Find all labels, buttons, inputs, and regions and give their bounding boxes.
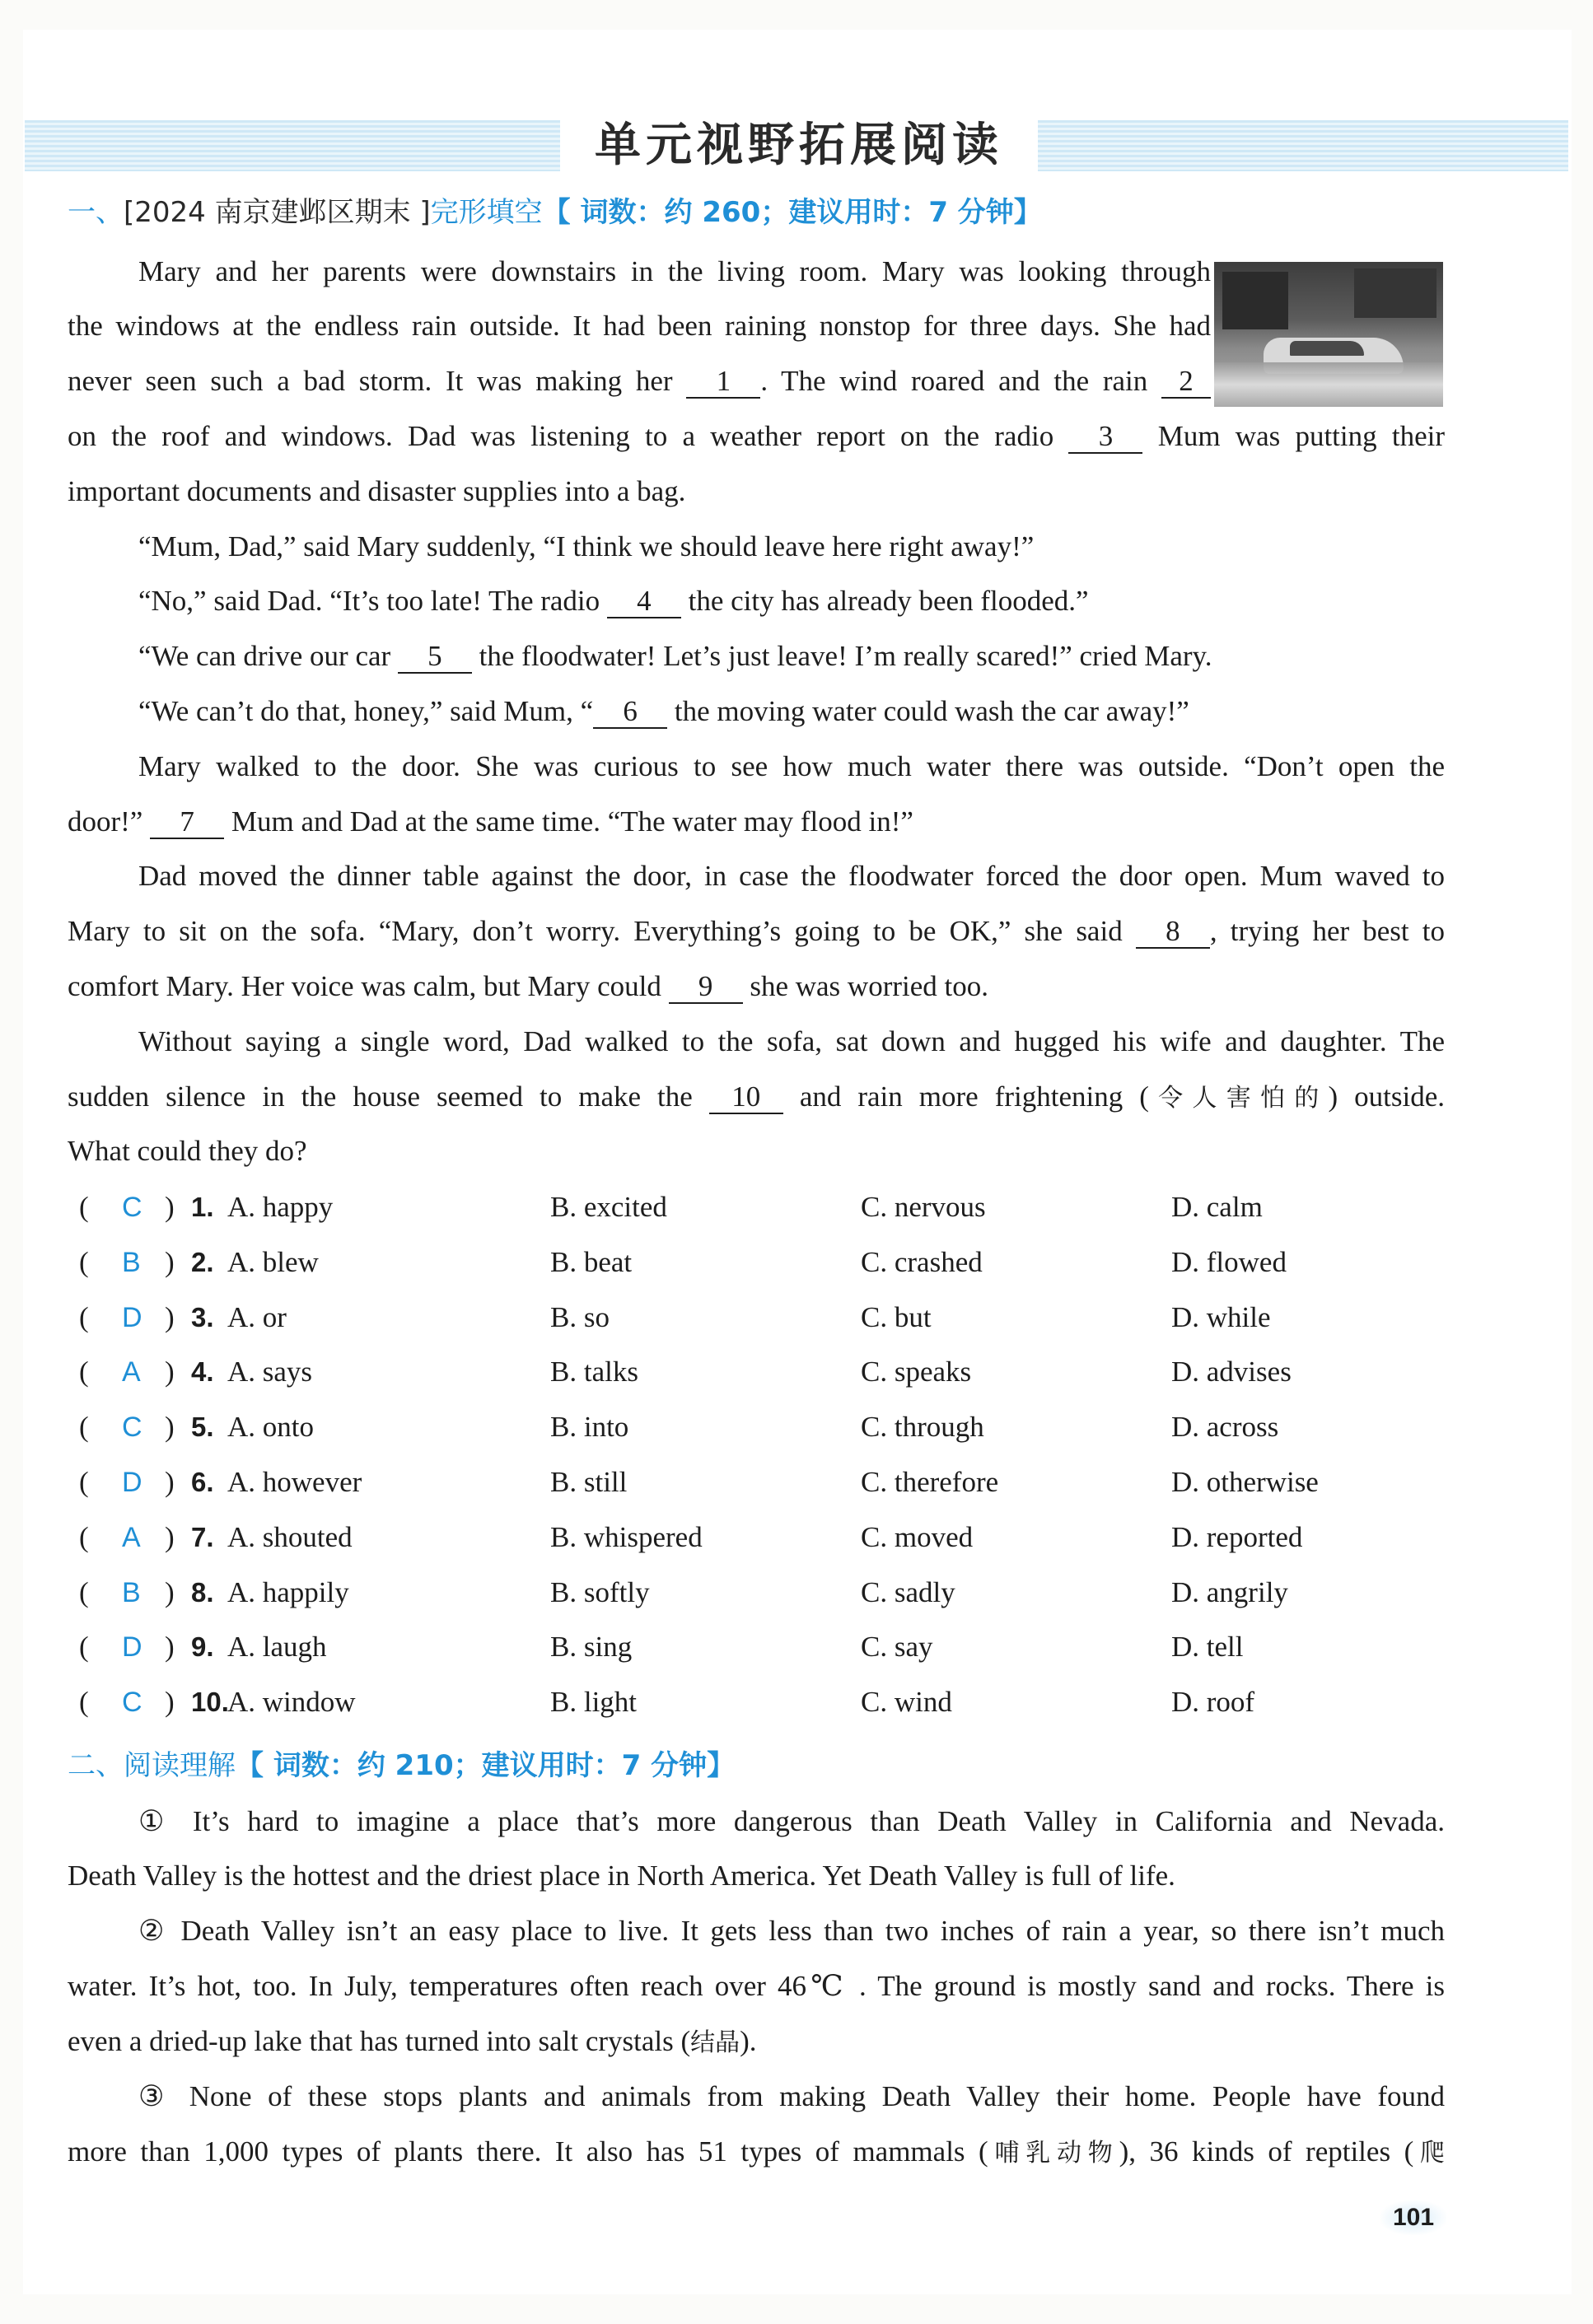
paren-close: ): [165, 1411, 175, 1444]
question-number: 3.: [191, 1301, 214, 1332]
text: she was worried too.: [750, 970, 988, 1002]
option-b: B. whispered: [550, 1520, 703, 1553]
option-d: D. across: [1171, 1411, 1279, 1444]
option-a: A. happily: [227, 1575, 349, 1608]
option-a: A. says: [227, 1356, 313, 1388]
option-c: C. say: [861, 1631, 933, 1664]
chinese-gloss: 令人害怕的: [1148, 1084, 1329, 1113]
text: the city has already been flooded.”: [688, 585, 1089, 617]
question-number: 2.: [191, 1246, 214, 1277]
option-a: A. however: [227, 1466, 362, 1498]
paren-close: ): [165, 1466, 175, 1498]
paren-open: (: [79, 1686, 89, 1719]
option-a: A. happy: [227, 1191, 334, 1223]
text: ).: [740, 2025, 757, 2057]
blank-5: 5: [398, 641, 472, 674]
passage-line: important documents and disaster supplies into a bag.: [68, 475, 686, 507]
paren-open: (: [79, 1300, 89, 1333]
answer-letter: D: [122, 1467, 142, 1498]
section-2-type: 二、阅读理解: [68, 1749, 236, 1782]
section-1-number: 一、: [68, 196, 124, 229]
passage-line: [68, 418, 1445, 455]
passage-line: Mary walked to the door. She was curious to see how much water there was outside. “Don’t open the: [138, 750, 1445, 782]
paren-open: (: [79, 1520, 89, 1553]
text: even a dried-up lake that has turned into salt crystals (: [68, 2025, 691, 2057]
passage-line: Mary and her parents were downstairs in the living room. Mary was looking through: [138, 255, 1211, 287]
text: Mary to sit on the sofa. “Mary, don’t worry. Everything’s going to be OK,” she said: [68, 915, 1123, 947]
paren-close: ): [165, 1245, 175, 1278]
blank-1: 1: [686, 366, 760, 399]
option-c: C. nervous: [861, 1191, 986, 1223]
option-b: B. so: [550, 1300, 610, 1333]
chinese-gloss: 结晶: [690, 2028, 740, 2057]
option-b: B. softly: [550, 1575, 650, 1608]
passage-line: [138, 693, 1445, 730]
option-a: A. window: [227, 1686, 356, 1719]
question-number: 1.: [191, 1192, 214, 1222]
passage-line: [68, 1079, 1445, 1117]
photo-floodwater: [1214, 362, 1443, 407]
answer-letter: A: [122, 1356, 141, 1388]
answer-letter: B: [122, 1246, 141, 1278]
option-d: D. advises: [1171, 1356, 1292, 1388]
option-b: B. beat: [550, 1245, 633, 1278]
section-1-meta: 【 词数：约 260；建议用时：7 分钟】: [542, 196, 1042, 229]
text: comfort Mary. Her voice was calm, but Mary could: [68, 970, 661, 1002]
option-a: A. or: [227, 1300, 287, 1333]
question-number: 8.: [191, 1576, 214, 1608]
option-b: B. excited: [550, 1191, 667, 1223]
passage-line: [138, 638, 1445, 674]
blank-10: 10: [709, 1081, 783, 1114]
passage-line: Death Valley is the hottest and the driest place in North America. Yet Death Valley is full of life.: [68, 1860, 1175, 1892]
passage-line: [68, 804, 1445, 840]
paren-open: (: [79, 1575, 89, 1608]
page-title: 单元视野拓展阅读: [560, 114, 1038, 178]
passage-line: [68, 2134, 1445, 2172]
question-number: 4.: [191, 1356, 214, 1388]
text: the moving water could wash the car away!”: [674, 695, 1189, 727]
paren-close: ): [165, 1300, 175, 1333]
passage-line: ① It’s hard to imagine a place that’s more dangerous than Death Valley in California and Nevada.: [138, 1805, 1445, 1837]
paren-open: (: [79, 1191, 89, 1223]
option-c: C. through: [861, 1411, 984, 1444]
answer-letter: B: [122, 1576, 141, 1608]
option-a: A. laugh: [227, 1631, 327, 1664]
section-1-source: [2024 南京建邺区期末 ]: [124, 196, 431, 229]
passage-line: Without saying a single word, Dad walked to the sofa, sat down and hugged his wife and daughter. The: [138, 1025, 1445, 1057]
blank-7: 7: [150, 806, 224, 839]
option-b: B. light: [550, 1686, 638, 1719]
passage-line: [68, 913, 1445, 950]
paren-close: ): [165, 1686, 175, 1719]
text: more than 1,000 types of plants there. It also has 51 types of mammals (: [68, 2135, 988, 2168]
section-2-heading: [68, 1748, 735, 1784]
text: the floodwater! Let’s just leave! I’m really scared!” cried Mary.: [479, 640, 1212, 672]
text: , trying her best to: [1209, 915, 1446, 947]
chinese-gloss: 爬: [1413, 2139, 1446, 2168]
text: and rain more frightening (: [799, 1080, 1149, 1113]
passage-line: ② Death Valley isn’t an easy place to live. It gets less than two inches of rain a year, so there isn’t much: [138, 1915, 1445, 1947]
option-d: D. otherwise: [1171, 1466, 1319, 1498]
question-number: 7.: [191, 1521, 214, 1552]
photo-building: [1222, 272, 1288, 329]
paren-close: ): [165, 1356, 175, 1388]
paren-open: (: [79, 1411, 89, 1444]
option-c: C. therefore: [861, 1466, 999, 1498]
flooded-car-photo: [1214, 262, 1443, 407]
passage-line: [68, 2023, 1445, 2061]
text: sudden silence in the house seemed to make the: [68, 1080, 693, 1113]
option-a: A. onto: [227, 1411, 314, 1444]
text: never seen such a bad storm. It was making her: [68, 365, 673, 397]
question-number: 5.: [191, 1412, 214, 1443]
text: door!”: [68, 805, 143, 838]
option-c: C. speaks: [861, 1356, 972, 1388]
passage-line: Dad moved the dinner table against the door, in case the floodwater forced the door open. Mum waved to: [138, 860, 1445, 892]
blank-2: 2: [1161, 366, 1211, 399]
paren-open: (: [79, 1356, 89, 1388]
paren-close: ): [165, 1191, 175, 1223]
option-c: C. but: [861, 1300, 932, 1333]
section-1-type: 完形填空: [430, 196, 543, 229]
text: ) outside.: [1328, 1080, 1446, 1113]
page-number: 101: [1380, 2200, 1446, 2235]
passage-line: ③ None of these stops plants and animals from making Death Valley their home. People have found: [138, 2080, 1445, 2112]
photo-car-window: [1290, 341, 1364, 356]
option-a: A. blew: [227, 1245, 319, 1278]
option-d: D. tell: [1171, 1631, 1244, 1664]
answer-letter: C: [122, 1192, 142, 1223]
paren-close: ): [165, 1520, 175, 1553]
section-1-heading: [68, 194, 1042, 231]
option-b: B. talks: [550, 1356, 638, 1388]
answer-letter: A: [122, 1521, 141, 1553]
blank-4: 4: [607, 586, 681, 618]
option-d: D. flowed: [1171, 1245, 1287, 1278]
option-d: D. reported: [1171, 1520, 1303, 1553]
option-d: D. while: [1171, 1300, 1271, 1333]
blank-9: 9: [669, 971, 743, 1004]
text: “We can drive our car: [138, 640, 391, 672]
blank-8: 8: [1136, 916, 1210, 949]
passage-line: the windows at the endless rain outside. It had been raining nonstop for three days. She had: [68, 310, 1211, 342]
text: “No,” said Dad. “It’s too late! The radio: [138, 585, 600, 617]
answer-letter: C: [122, 1687, 142, 1719]
text: . The wind roared and the rain: [760, 365, 1148, 397]
option-d: D. angrily: [1171, 1575, 1288, 1608]
paren-open: (: [79, 1245, 89, 1278]
option-b: B. sing: [550, 1631, 633, 1664]
passage-line: “Mum, Dad,” said Mary suddenly, “I think we should leave here right away!”: [138, 530, 1035, 562]
option-c: C. moved: [861, 1520, 974, 1553]
passage-line: What could they do?: [68, 1135, 307, 1167]
paren-open: (: [79, 1466, 89, 1498]
option-b: B. still: [550, 1466, 628, 1498]
section-2-meta: 【 词数：约 210；建议用时：7 分钟】: [236, 1749, 736, 1782]
text: on the roof and windows. Dad was listening to a weather report on the radio: [68, 420, 1054, 452]
paren-close: ): [165, 1575, 175, 1608]
option-d: D. roof: [1171, 1686, 1255, 1719]
text: Mum and Dad at the same time. “The water may flood in!”: [231, 805, 913, 838]
question-number: 9.: [191, 1631, 214, 1663]
passage-line: [68, 363, 1211, 399]
text: Mum was putting their: [1157, 420, 1446, 452]
paren-close: ): [165, 1631, 175, 1664]
answer-letter: D: [122, 1631, 142, 1664]
answer-letter: D: [122, 1301, 142, 1333]
option-a: A. shouted: [227, 1520, 353, 1553]
chinese-gloss: 哺乳动物: [988, 2139, 1119, 2168]
passage-line: [68, 968, 1445, 1005]
option-b: B. into: [550, 1411, 629, 1444]
question-number: 6.: [191, 1467, 214, 1497]
option-c: C. wind: [861, 1686, 952, 1719]
photo-building: [1354, 268, 1437, 318]
option-c: C. sadly: [861, 1575, 955, 1608]
paren-open: (: [79, 1631, 89, 1664]
answer-letter: C: [122, 1412, 142, 1444]
passage-line: water. It’s hot, too. In July, temperatures often reach over 46℃ . The ground is mostly sand and rocks. There is: [68, 1970, 1445, 2002]
option-c: C. crashed: [861, 1245, 983, 1278]
text: ), 36 kinds of reptiles (: [1119, 2135, 1414, 2168]
text: “We can’t do that, honey,” said Mum, “: [138, 695, 594, 727]
option-d: D. calm: [1171, 1191, 1263, 1223]
blank-6: 6: [593, 696, 667, 729]
passage-line: [138, 583, 1445, 619]
question-number: 10.: [191, 1687, 229, 1718]
blank-3: 3: [1068, 421, 1142, 454]
